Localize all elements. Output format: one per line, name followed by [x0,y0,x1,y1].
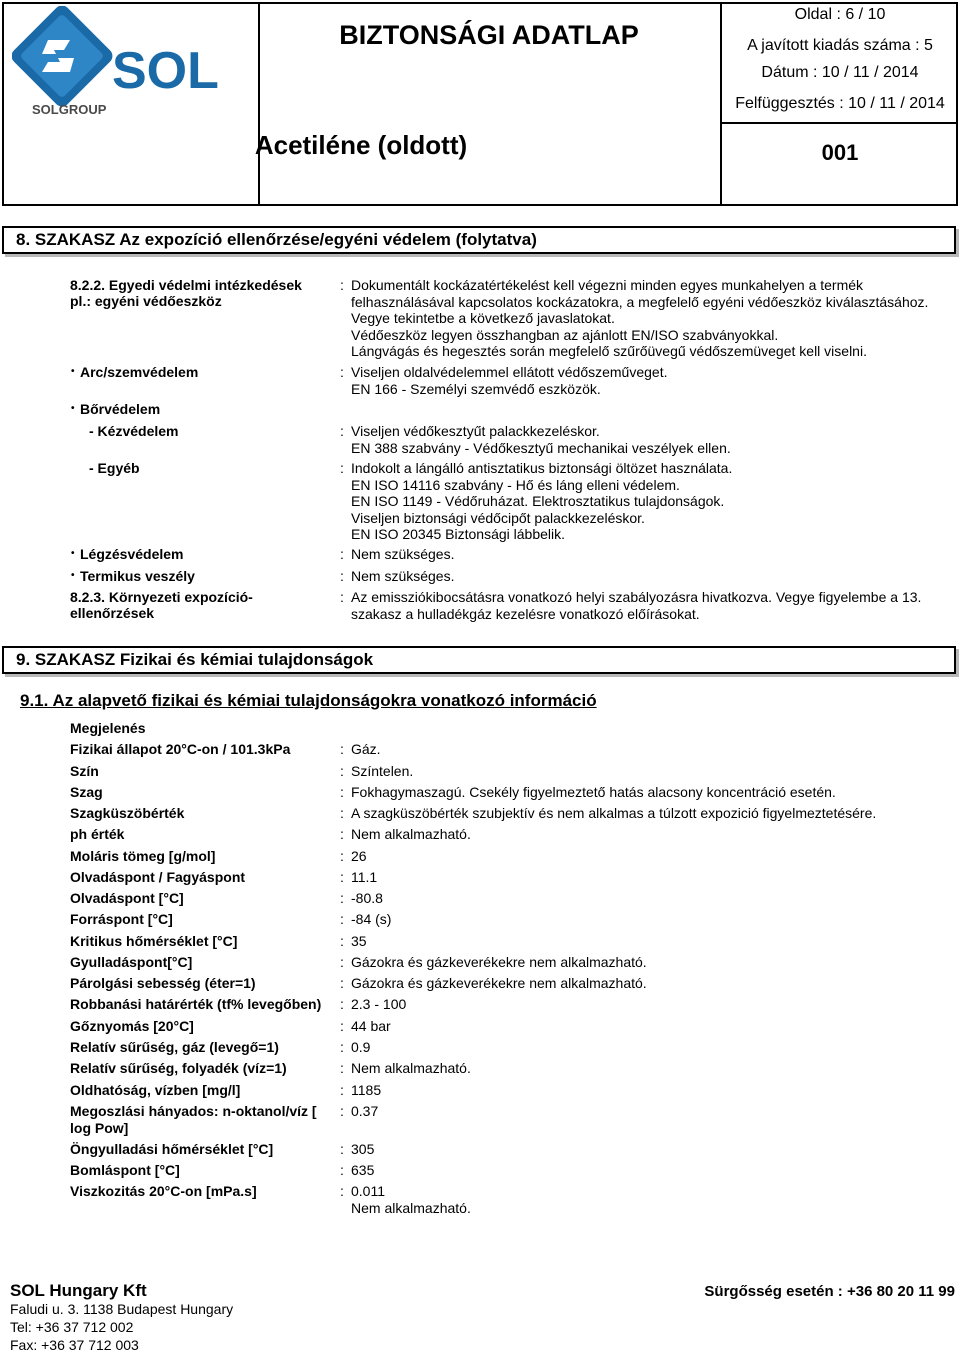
property-value: -80.8 [351,890,383,906]
colon: : [340,1183,344,1199]
text-line: Indokolt a lángálló antisztatikus biztonsági öltözet használata. [351,460,733,476]
text-line: EN ISO 14116 szabvány - Hő és láng elleni védelem. [351,476,680,493]
text-line: Viseljen oldalvédelemmel ellátott védőszeműveget. [351,364,668,380]
header-divider [720,122,958,124]
property-label: ph érték [70,826,125,842]
property-label: Bomláspont [°C] [70,1162,180,1178]
section-9-1-heading: 9.1. Az alapvető fizikai és kémiai tulajdonságokra vonatkozó információ [20,691,597,710]
property-label: Olvadáspont / Fagyáspont [70,869,246,885]
colon: : [340,1018,344,1034]
colon: : [340,589,344,605]
colon: : [340,869,344,885]
text-line: szakasz a hulladékgáz kezelésre vonatkozó előírásokat. [351,605,700,622]
text-line: Viseljen biztonsági védőcipőt palackkezeléskor. [351,509,645,526]
company-fax: Fax: +36 37 712 003 [10,1337,139,1353]
property-value: 35 [351,933,367,949]
s822-label: 8.2.2. Egyedi védelmi intézkedések [70,277,302,293]
colon: : [340,1162,344,1178]
thermal-hazard-label: • Termikus veszély [80,568,195,585]
property-value: 635 [351,1162,375,1178]
colon: : [340,1141,344,1157]
property-value: Színtelen. [351,763,414,779]
page-number: Oldal : 6 / 10 [794,6,886,23]
text-line: Az emissziókibocsátásra vonatkozó helyi szabályozásra hivatkozva. Vegye figyelembe a 13. [351,589,922,605]
text-line: EN ISO 20345 Biztonsági lábbelik. [351,526,566,542]
property-label: Relatív sűrűség, folyadék (víz=1) [70,1060,287,1076]
respiratory-protection-label: • Légzésvédelem [80,546,184,563]
colon: : [340,826,344,842]
product-code: 001 [821,140,859,165]
property-label-cont: log Pow] [70,1120,129,1136]
property-label: Olvadáspont [°C] [70,890,184,906]
colon: : [340,975,344,991]
property-value: Gázokra és gázkeverékekre nem alkalmazható. [351,975,647,991]
property-value: Gáz. [351,741,381,757]
property-value: Gázokra és gázkeverékekre nem alkalmazható. [351,954,647,970]
s822-text [351,277,928,360]
colon: : [340,784,344,800]
property-value: 0.37 [351,1103,379,1119]
property-value: 44 bar [351,1018,391,1034]
svg-text:SOL: SOL [112,42,219,100]
section-8-heading: 8. SZAKASZ Az expozíció ellenőrzése/egyéni védelem (folytatva) [2,226,956,254]
colon: : [340,763,344,779]
revision-number: A javított kiadás száma : 5 [747,37,933,54]
text-line: EN 388 szabvány - Védőkesztyű mechanikai veszélyek ellen. [351,439,731,456]
doc-title: BIZTONSÁGI ADATLAP [339,20,639,50]
property-value: 305 [351,1141,375,1157]
property-label: Szag [70,784,103,800]
colon: : [340,848,344,864]
colon: : [340,1103,344,1119]
text-line: EN 166 - Személyi szemvédő eszközök. [351,380,601,397]
hand-protection-label: - Kézvédelem [89,423,179,439]
property-value: Nem alkalmazható. [351,1060,471,1076]
text-line: Dokumentált kockázatértékelést kell végezni minden egyes munkahelyen a termék [351,277,864,293]
s823-label: 8.2.3. Környezeti expozíció- [70,589,253,605]
colon: : [340,277,344,293]
supersedes-date: Felfüggesztés : 10 / 11 / 2014 [735,95,945,112]
colon: : [340,954,344,970]
skin-protection-label: • Bőrvédelem [80,401,160,418]
eye-protection-label: • Arc/szemvédelem [80,364,198,381]
company-address: Faludi u. 3. 1138 Budapest Hungary [10,1301,234,1317]
property-label: Öngyulladási hőmérséklet [°C] [70,1141,274,1157]
s822-label-2: pl.: egyéni védőeszköz [70,293,222,309]
text-line: felhasználásával kapcsolatos kockázatokra, a megfelelő egyéni védőeszköz kiválasztásához. [351,293,929,310]
section-9-heading: 9. SZAKASZ Fizikai és kémiai tulajdonságok [2,646,956,674]
property-value: A szagküszöbérték szubjektív és nem alkalmas a túlzott expozició figyelmeztetésére. [351,805,877,821]
colon: : [340,1082,344,1098]
property-label: Forráspont [°C] [70,911,173,927]
property-label: Párolgási sebesség (éter=1) [70,975,256,991]
emergency-phone: Sürgősség esetén : +36 80 20 11 99 [704,1283,955,1300]
property-label: Gyulladáspont[°C] [70,954,193,970]
thermal-hazard-text: Nem szükséges. [351,568,455,584]
s823-text [351,589,921,622]
company-tel: Tel: +36 37 712 002 [10,1319,134,1335]
property-value: Fokhagymaszagú. Csekély figyelmeztető hatás alacsony koncentráció esetén. [351,784,836,800]
property-value: 0.011 [351,1183,385,1199]
property-label: Szín [70,763,99,779]
colon: : [340,805,344,821]
colon: : [340,996,344,1012]
property-label: Megoszlási hányados: n-oktanol/víz [ [70,1103,317,1119]
colon: : [340,1060,344,1076]
product-name: Acetiléne (oldott) [254,130,468,160]
property-value: -84 (s) [351,911,392,927]
text-line: Védőeszköz legyen összhangban az ajánlott EN/ISO szabványokkal. [351,326,779,343]
property-label: Gőznyomás [20°C] [70,1018,194,1034]
text-line: Vegye tekintetbe a következő javaslatokat. [351,310,615,326]
text-line: EN ISO 1149 - Védőruházat. Elektrosztatikus tulajdonságok. [351,493,725,509]
property-label: Szagküszöbérték [70,805,185,821]
property-value: 2.3 - 100 [351,996,407,1012]
company-name: SOL Hungary Kft [10,1281,147,1300]
s823-label-2: ellenőrzések [70,605,155,621]
colon: : [340,364,344,380]
property-value: 26 [351,848,367,864]
colon: : [340,568,344,584]
colon: : [340,423,344,439]
colon: : [340,890,344,906]
text-line: Viseljen védőkesztyűt palackkezeléskor. [351,423,600,439]
property-label: Robbanási határérték (tf% levegőben) [70,996,322,1012]
colon: : [340,933,344,949]
property-value: 11.1 [351,869,378,885]
appearance-label: Megjelenés [70,720,146,736]
colon: : [340,1039,344,1055]
property-label: Viszkozitás 20°C-on [mPa.s] [70,1183,257,1199]
property-value: Nem alkalmazható. [351,826,471,842]
property-label: Kritikus hőmérséklet [°C] [70,933,238,949]
company-logo [12,6,252,122]
property-label: Oldhatóság, vízben [mg/l] [70,1082,241,1098]
property-label: Moláris tömeg [g/mol] [70,848,216,864]
issue-date: Dátum : 10 / 11 / 2014 [761,64,919,81]
property-label: Relatív sűrűség, gáz (levegő=1) [70,1039,279,1055]
other-protection-text [351,460,732,543]
property-value: 1185 [351,1082,382,1098]
property-value-cont: Nem alkalmazható. [351,1200,471,1216]
property-label: Fizikai állapot 20°C-on / 101.3kPa [70,741,291,757]
colon: : [340,460,344,476]
hand-protection-text [351,423,731,456]
eye-protection-text [351,364,667,397]
colon: : [340,911,344,927]
svg-text:SOLGROUP: SOLGROUP [32,102,107,117]
colon: : [340,741,344,757]
text-line: Lángvágás és hegesztés során megfelelő szűrőüvegű védőszemüveget kell viselni. [351,343,867,359]
respiratory-protection-text: Nem szükséges. [351,546,455,562]
other-protection-label: - Egyéb [89,460,140,476]
property-value: 0.9 [351,1039,371,1055]
sol-logo-icon [12,6,252,122]
colon: : [340,546,344,562]
